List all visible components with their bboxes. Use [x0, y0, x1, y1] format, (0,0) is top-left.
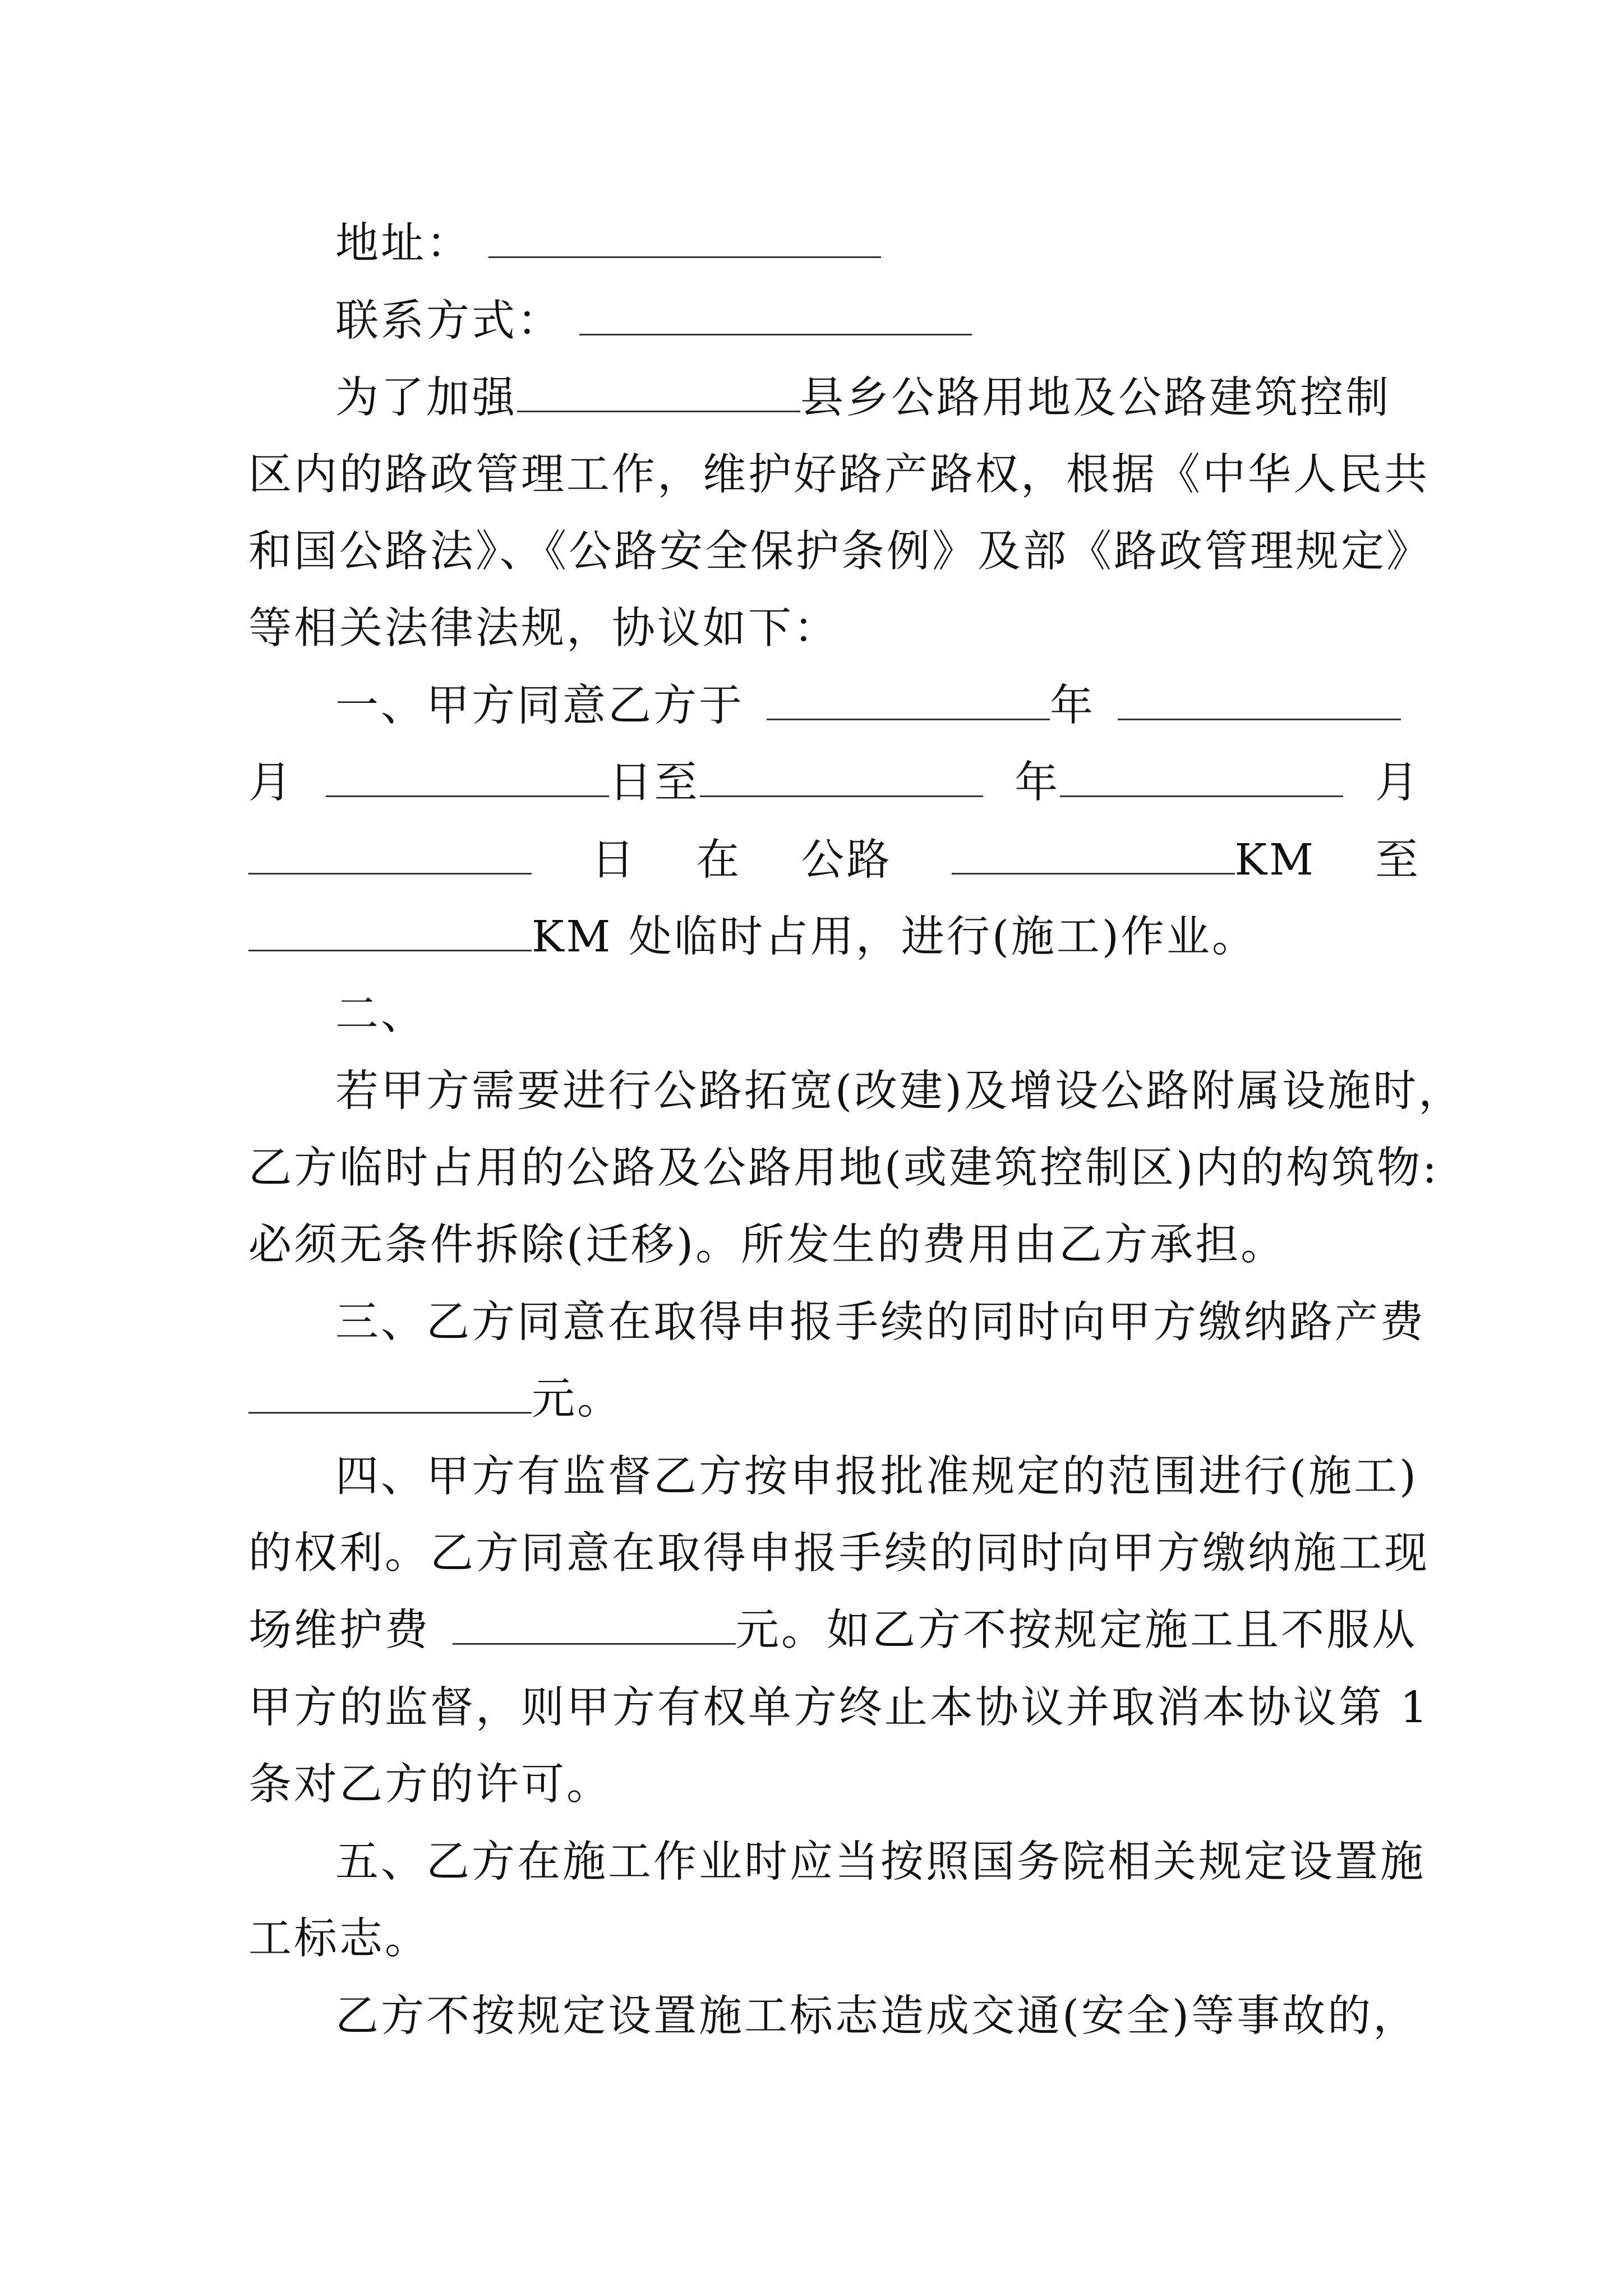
intro-line-1 [335, 370, 1421, 426]
clause-4-line-2: 的权利。乙方同意在取得申报手续的同时向甲方缴纳施工现 [248, 1529, 1430, 1579]
end-year-blank [700, 762, 983, 797]
month-label-2: 月 [1375, 758, 1421, 808]
start-day-blank [326, 762, 609, 797]
start-year-blank [767, 685, 1050, 720]
road-km-blank [952, 839, 1235, 875]
clause-1-tail: KM 处临时占用，进行(施工)作业。 [532, 912, 1257, 962]
clause-1-line-3 [248, 832, 1421, 889]
clause-6-line-1: 乙方不按规定设置施工标志造成交通(安全)等事故的， [335, 1991, 1419, 2041]
clause-4-line-3 [248, 1603, 1421, 1659]
maintenance-fee-label: 场维护费 [248, 1605, 430, 1655]
end-day-blank [248, 839, 532, 875]
intro-line-3: 和国公路法》、《公路安全保护条例》及部《路政管理规定》 [248, 527, 1432, 577]
day-label: 日 [591, 835, 637, 885]
clause-1-line-1 [335, 678, 1421, 734]
end-km-blank [248, 916, 532, 951]
day-to-label: 日至 [608, 758, 700, 808]
maintenance-fee-blank [453, 1609, 736, 1645]
at-label: 在 [696, 835, 742, 885]
yuan-label: 元。 [532, 1374, 623, 1424]
contact-label: 联系方式： [335, 296, 562, 346]
intro-line-2: 区内的路政管理工作，维护好路产路权，根据《中华人民共 [248, 450, 1430, 500]
contact-blank [579, 300, 972, 335]
end-month-blank [1060, 762, 1343, 797]
clause-4-text-b: 元。如乙方不按规定施工且不服从 [736, 1605, 1417, 1655]
clause-3-line-1: 三、乙方同意在取得申报手续的同时向甲方缴纳路产费 [335, 1297, 1426, 1347]
road-label: 公路 [801, 835, 892, 885]
county-blank [517, 377, 800, 412]
clause-1-text: 一、甲方同意乙方于 [335, 681, 744, 731]
contact-line [335, 293, 1421, 349]
clause-2-heading: 二、 [335, 990, 426, 1039]
address-line [335, 216, 1421, 272]
km-label: KM [1234, 835, 1316, 885]
clause-3-line-2 [248, 1372, 1421, 1428]
address-label: 地址： [335, 219, 472, 269]
address-blank [488, 223, 881, 258]
intro-text-a: 为了加强 [335, 373, 517, 423]
clause-4-line-5: 条对乙方的许可。 [248, 1760, 612, 1810]
road-fee-blank [248, 1378, 532, 1414]
start-month-blank [1118, 685, 1401, 720]
intro-line-4: 等相关法律法规，协议如下： [248, 604, 839, 654]
month-label: 月 [248, 758, 294, 808]
clause-2-line-3: 必须无条件拆除(迁移)。所发生的费用由乙方承担。 [248, 1220, 1287, 1270]
year-label-2: 年 [1015, 758, 1061, 808]
clause-1-line-4 [248, 909, 1421, 965]
clause-5-line-1: 五、乙方在施工作业时应当按照国务院相关规定设置施 [335, 1837, 1426, 1887]
clause-2-line-1: 若甲方需要进行公路拓宽(改建)及增设公路附属设施时， [335, 1066, 1464, 1116]
clause-1-line-2 [248, 755, 1421, 811]
clause-5-line-2: 工标志。 [248, 1914, 430, 1964]
clause-4-line-4: 甲方的监督，则甲方有权单方终止本协议并取消本协议第 1 [248, 1683, 1430, 1733]
intro-text-b: 县乡公路用地及公路建筑控制 [800, 373, 1391, 423]
clause-4-line-1: 四、甲方有监督乙方按申报批准规定的范围进行(施工) [335, 1452, 1419, 1502]
clause-2-line-2: 乙方临时占用的公路及公路用地(或建筑控制区)内的构筑物: [248, 1143, 1440, 1193]
to-label: 至 [1375, 835, 1421, 885]
year-label: 年 [1050, 681, 1095, 731]
